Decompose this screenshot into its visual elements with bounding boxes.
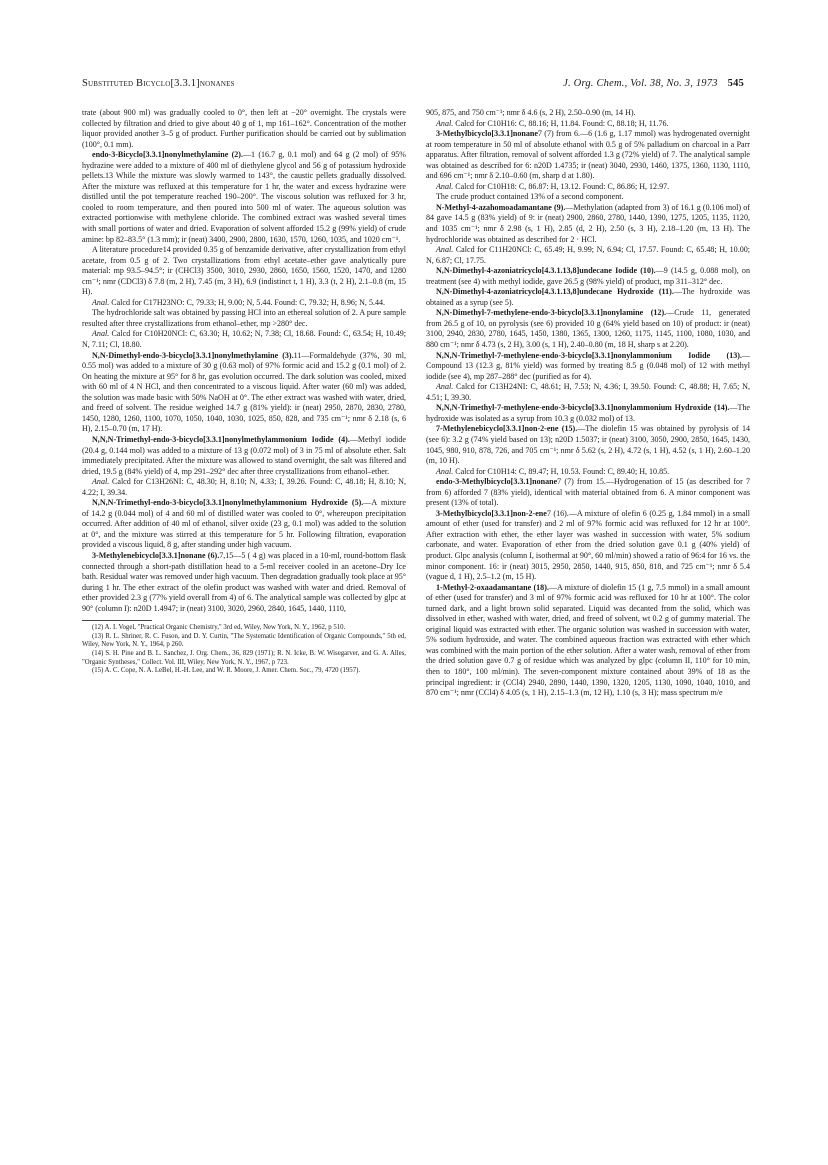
analysis-label: Anal. bbox=[436, 382, 454, 392]
paragraph bbox=[426, 509, 750, 583]
paragraph bbox=[82, 308, 406, 329]
paragraph-text: Calcd for C13H26NI: C, 48.30; H, 8.10; N, 4.33; I, 39.26. Found: C, 48.18; H, 8.10; N, 4.22; I, 39.34. bbox=[82, 477, 406, 497]
paragraph-text: A literature procedure14 provided 0.35 g of benzamide derivative, after crystallization from ethyl acetate, from 0.5 g of 2. Two crystallizations from ethyl acetate–ether gave analytically pure material: mp 93.5–94.5°; ir (CHCl3) 3500, 3010, 2930, 2860, 1650, 1560, 1520, 1470, and 1280 cm⁻¹; nmr (CDCl3) δ 7.8 (m, 2 H), 7.45 (m, 3 H), 6.9 (indistinct t, 1 H), 3.3 (t, 2 H), 2.1–0.8 (m, 15 H). bbox=[82, 245, 406, 297]
paragraph-heading: 3-Methylenebicyclo[3.3.1]nonane (6). bbox=[92, 550, 220, 560]
footnote: (13) R. L. Shriner, R. C. Fuson, and D. Y. Curtin, "The Systematic Identification of Organic Compounds," 5th ed, Wiley, New York, N. Y., 1964, p 260. bbox=[82, 632, 406, 649]
paragraph-heading: N,N,N-Trimethyl-7-methylene-endo-3-bicyclo[3.3.1]nonylammonium Hydroxide (14). bbox=[436, 403, 730, 413]
paragraph bbox=[426, 424, 750, 466]
paragraph bbox=[426, 182, 750, 193]
paragraph-text: Calcd for C10H20NCl: C, 63.30; H, 10.62; N, 7.38; Cl, 18.68. Found: C, 63.54; H, 10.49; N, 7.11; Cl, 18.80. bbox=[82, 329, 406, 350]
paragraph-heading: N,N,N-Trimethyl-endo-3-bicyclo[3.3.1]nonylmethylammonium Hydroxide (5). bbox=[92, 498, 364, 508]
paragraph bbox=[426, 192, 750, 203]
paragraph-text: —1 (16.7 g, 0.1 mol) and 64 g (2 mol) of 95% hydrazine were added to a mixture of 400 ml of diethylene glycol and 56 g of potassium hydroxide pellets.13 While the mixture was slowly warmed to 143°, the caustic pellets gradually dissolved. After the mixture was refluxed at this temperature for 1 hr, the water and excess hydrazine were distilled until the pot temperature reached 190–200°. The viscous solution was refluxed for 3 hr, cooled to room temperature, and then poured into 500 ml of water. The aqueous solution was extracted portionwise with methylene chloride. The combined extract was washed several times with small portions of water and dried. Evaporation of solvent afforded 15.2 g (99% yield) of crude amine: bp 82–83.5° (1.3 mm); ir (neat) 3400, 2900, 2800, 1630, 1570, 1260, 1035, and 1020 cm⁻¹. bbox=[82, 150, 407, 244]
paragraph bbox=[82, 298, 406, 309]
paragraph-text: 905, 875, and 750 cm⁻¹; nmr δ 4.6 (s, 2 H), 2.50–0.90 (m, 14 H). bbox=[426, 108, 636, 117]
paragraph bbox=[426, 477, 750, 509]
paragraph-text: 11—Formaldehyde (37%, 30 ml, 0.55 mol) was added to a mixture of 30 g (0.63 mol) of 97% formic acid and 15.2 g (0.1 mol) of 2. On heating the mixture at 95° for 8 hr, gas evolution occurred. The dark solution was cooled, mixed with 60 ml of 4 N HCl, and then concentrated to a viscous liquid. After water (60 ml) was added, the solution was made basic with 50% NaOH at 0°. The ether extract was washed with water, dried, and freed of solvent. The residue weighed 14.7 g (81% yield): ir (neat) 2950, 2870, 2830, 2780, 1450, 1280, 1260, 1100, 1070, 1050, 1040, 1030, 1025, 850, 828, and 735 cm⁻¹; nmr δ 2.18 (s, 6 H), 2.15–0.70 (m, 17 H). bbox=[82, 350, 406, 434]
paragraph bbox=[82, 245, 406, 298]
analysis-label: Anal. bbox=[436, 118, 454, 128]
paragraph-text: Calcd for C10H14: C, 89.47; H, 10.53. Found: C, 89.40; H, 10.85. bbox=[453, 466, 670, 476]
footnote: (12) A. I. Vogel, "Practical Organic Chemistry," 3rd ed, Wiley, New York, N. Y., 1962, p 510. bbox=[92, 624, 346, 632]
analysis-label: Anal. bbox=[436, 181, 454, 191]
paragraph-text: Calcd for C17H23NO: C, 79.33; H, 9.00; N, 5.44. Found: C, 79.32; H, 8.96; N, 5.44. bbox=[109, 297, 386, 307]
paragraph-text: —Methyl iodide (20.4 g, 0.144 mol) was added to a mixture of 13 g (0.072 mol) of 3 in 75 ml of absolute ether. Salt immediately precipitated. After the mixture was allowed to stand overnight, the salt was filtered and dried, 19.5 g (84% yield) of 4, mp 291–292° dec after three crystallizations from ethanol–ether. bbox=[82, 434, 406, 476]
paragraph-text: Calcd for C11H20NCl: C, 65.49; H, 9.99; N, 6.94; Cl, 17.57. Found: C, 65.48; H, 10.00; N, 6.87; Cl, 17.75. bbox=[426, 245, 750, 265]
paragraph bbox=[82, 498, 406, 551]
analysis-label: Anal. bbox=[436, 245, 454, 255]
paragraph bbox=[82, 351, 406, 435]
page-header bbox=[82, 78, 744, 94]
journal-citation bbox=[563, 78, 744, 89]
paragraph bbox=[426, 382, 750, 403]
paragraph bbox=[426, 583, 750, 699]
paragraph bbox=[426, 403, 750, 424]
paragraph bbox=[426, 287, 750, 308]
paragraph-heading: 3-Methylbicyclo[3.3.1]non-2-ene bbox=[436, 508, 547, 518]
paragraph-heading: N,N,N-Trimethyl-7-methylene-endo-3-bicyclo[3.3.1]nonylammonium Iodide (13). bbox=[436, 350, 742, 360]
paragraph bbox=[426, 245, 750, 266]
paragraph-text: 7 (7) from 6.—6 (1.6 g, 1.17 mmol) was hydrogenated overnight at room temperature in 50 ml of absolute ethanol with 0.5 g of 5% palladium on charcoal in a Parr apparatus. After filtration, removal of solvent afforded 1.3 g (72% yield) of 7. The analytical sample was obtained as described for 6: n20D 1.4735; ir (neat) 3040, 2930, 1460, 1375, 1360, 1130, 1110, and 696 cm⁻¹; nmr δ 2.10–0.60 (m, sharp d at 1.80). bbox=[426, 129, 750, 181]
paragraph bbox=[82, 329, 406, 350]
paragraph bbox=[426, 266, 750, 287]
paragraph bbox=[426, 351, 750, 383]
paragraph-heading: 1-Methyl-2-oxaadamantane (18). bbox=[436, 582, 549, 592]
paragraph-text: Calcd for C13H24NI: C, 48.61; H, 7.53; N, 4.36; I, 39.50. Found: C, 48.88; H, 7.65; N, 4.51; I, 39.30. bbox=[426, 382, 750, 402]
paragraph-text: The crude product contained 13% of a second component. bbox=[436, 192, 624, 202]
analysis-label: Anal. bbox=[92, 477, 110, 487]
paragraph-heading: 3-Methylbicyclo[3.3.1]nonane bbox=[436, 129, 538, 139]
analysis-label: Anal. bbox=[92, 297, 110, 307]
paragraph bbox=[426, 129, 750, 182]
paragraph-text: 7 (16).—A mixture of olefin 6 (0.25 g, 1.84 mmol) in a small amount of ether (used for transfer) and 2 ml of 97% formic acid was refluxed for 12 hr at 100°. After extraction with ether, the ether layer was washed in succession with water, 5% sodium carbonate, and water. Evaporation of ether from the dried solution gave 0.1 g (40% yield) of product. Glpc analysis (column I, isothermal at 90°, 60 ml/min) showed a ratio of 96:4 for 16 vs. the minor component. 16: ir (neat) 3015, 2950, 2850, 1440, 915, 850, 818, and 725 cm⁻¹; nmr δ 5.4 (vague d, 1 H), 2.5–1.2 (m, 15 H). bbox=[426, 508, 750, 582]
paragraph-heading: endo-3-Bicyclo[3.3.1]nonylmethylamine (2). bbox=[92, 150, 243, 160]
paragraph-heading: endo-3-Methylbicyclo[3.3.1]nonane bbox=[436, 477, 558, 487]
paragraph bbox=[426, 203, 750, 245]
paragraph bbox=[82, 477, 406, 498]
paragraph bbox=[82, 108, 406, 150]
paragraph bbox=[82, 551, 406, 614]
left-column bbox=[82, 108, 406, 676]
paragraph-text: Calcd for C10H18: C, 86.87: H, 13.12. Found: C, 86.86; H, 12.97. bbox=[453, 181, 670, 191]
analysis-label: Anal. bbox=[436, 466, 454, 476]
paragraph bbox=[426, 467, 750, 478]
paragraph-heading: N,N-Dimethyl-4-azoniatricyclo[4.3.1.13,8]undecane Iodide (10). bbox=[436, 266, 656, 276]
paragraph-text: —9 (14.5 g, 0.088 mol), on treatment (see 4) with methyl iodide, gave 26.5 g (98% yield) of product, mp 311–312° dec. bbox=[426, 266, 750, 286]
paragraph-text: trate (about 900 ml) was gradually cooled to 0°, then left at −20° overnight. The crystals were collected by filtration and dried to give about 40 g of 1, mp 161–162°. Concentration of the mother liquor provided another 3–5 g of product. Further purification should be carried out by sublimation (100°, 0.1 mm). bbox=[82, 108, 406, 149]
paragraph-text: —Methylation (adapted from 3) of 16.1 g (0.106 mol) of 84 gave 14.5 g (83% yield) of 9: ir (neat) 2900, 2860, 2780, 1440, 1390, 1275, 1205, 1135, 1120, and 1035 cm⁻¹; nmr δ 2.98 (s, 1 H), 2.85 (d, 2 H), 2.50 (s, 3 H), 2.18–1.20 (m, 13 H). The hydrochloride was obtained as described for 2 · HCl. bbox=[426, 202, 750, 244]
footnotes bbox=[82, 624, 406, 676]
paragraph-text: —The diolefin 15 was obtained by pyrolysis of 14 (see 6): 3.2 g (74% yield based on 13); n20D 1.5037; ir (neat) 3100, 3050, 2900, 2850, 1645, 1430, 1045, 980, 910, 878, 726, and 705 cm⁻¹; nmr δ 5.62 (s, 2 H), 4.72 (s, 1 H), 4.52 (s, 1 H), 2.60–1.20 (m, 10 H). bbox=[426, 424, 750, 466]
footnote-rule bbox=[82, 620, 152, 621]
footnote: (14) S. H. Pine and B. L. Sanchez, J. Org. Chem., 36, 829 (1971); R. N. Icke, B. W. Wisegarver, and G. A. Alles, "Organic Syntheses," Collect. Vol. III, Wiley, New York, N. Y., 1967, p 723. bbox=[82, 650, 406, 666]
paragraph-text: —Crude 11, generated from 26.5 g of 10, on pyrolysis (see 6) provided 10 g (64% yield based on 10) of product: ir (neat) 3100, 2940, 2830, 2780, 1645, 1450, 1380, 1365, 1300, 1260, 1175, 1145, 1100, 1080, 1030, and 880 cm⁻¹; nmr δ 4.73 (s, 2 H), 3.00 (s, 1 H), 2.40–0.80 (m, 18 H, sharp s at 2.20). bbox=[426, 308, 750, 350]
paragraph-text: —A mixture of 14.2 g (0.044 mol) of 4 and 60 ml of distilled water was cooled to 0°, whereupon precipitation occurred. After addition of 40 ml of ethanol, silver oxide (23 g, 0.1 mol) was added to the solution at 0°, and the mixture was stirred at this temperature for 5 hr. Following filtration, evaporation provided a viscous liquid, 8 g, after standing under high vacuum. bbox=[82, 498, 406, 550]
right-column bbox=[426, 108, 750, 699]
paragraph-text: 7,15—5 ( 4 g) was placed in a 10-ml, round-bottom flask connected through a short-path distillation head to a 5-ml receiver cooled in an acetone–Dry Ice bath. Residual water was removed under high vacuum. Then degradation gradually took place at 95° during 1 hr. The ether extract of the olefin product was washed with water and dried. Removal of ether provided 2.3 g (77% yield overall from 4) of 6. The analytical sample was collected by glpc at 90° (column I): n20D 1.4947; ir (neat) 3100, 3020, 2960, 2840, 1645, 1440, 1110, bbox=[82, 550, 406, 613]
paragraph-text: The hydrochloride salt was obtained by passing HCl into an ethereal solution of 2. A pure sample resulted after three crystallizations from ethanol–ether, mp >280° dec. bbox=[82, 308, 406, 328]
paragraph bbox=[426, 119, 750, 130]
footnote: (15) A. C. Cope, N. A. LeBel, H.-H. Lee, and W. R. Moore, J. Amer. Chem. Soc., 79, 4720 (1957). bbox=[92, 667, 361, 675]
paragraph-text: —Compound 13 (12.3 g, 81% yield) was formed by treating 8.5 g (0.048 mol) of 12 with methyl iodide (see 4), mp 287–288° dec (purified as for 4). bbox=[426, 350, 750, 381]
running-title: Substituted Bicyclo[3.3.1]nonanes bbox=[82, 78, 235, 89]
paragraph-heading: N,N-Dimethyl-endo-3-bicyclo[3.3.1]nonylmethylamine (3). bbox=[92, 350, 294, 360]
paragraph-text: 7 (7) from 15.—Hydrogenation of 15 (as described for 7 from 6) afforded 7 (83% yield), identical with material obtained from 6. A minor component was present (13% of total). bbox=[426, 477, 750, 508]
paragraph bbox=[82, 435, 406, 477]
paragraph-text: —A mixture of diolefin 15 (1 g, 7.5 mmol) in a small amount of ether (used for transfer) and 3 ml of 97% formic acid was refluxed for 10 hr at 100°. The color turned dark, and a light brown solid separated. Liquid was decanted from the solid, which was dissolved in ether, washed with water, dried, and freed of solvent, wt 0.2 g of gummy material. The original liquid was extracted with ether. The organic solution was washed in succession with water, 5% sodium hydroxide, and water. The combined aqueous fraction was extracted with ether which was combined with the main portion of the ether solution. After a water wash, removal of ether from the dried solution gave 0.7 g of residue which was analyzed by glpc (column II, 110° for 10 min, then to 180°, 100 ml/min). The seven-component mixture contained about 39% of 18 as the principal ingredient: ir (CCl4) 2940, 2890, 1440, 1390, 1320, 1205, 1130, 1090, 1040, 1010, and 870 cm⁻¹; nmr (CCl4) δ 4.05 (s, 1 H), 2.15–1.3 (m, 12 H), 1.10 (s, 3 H); mass spectrum m/e bbox=[426, 582, 750, 698]
paragraph-heading: N,N-Dimethyl-7-methylene-endo-3-bicyclo[3.3.1]nonylamine (12). bbox=[436, 308, 667, 318]
paragraph bbox=[426, 308, 750, 350]
journal-name: J. Org. Chem., Vol. 38, No. 3, 1973 bbox=[563, 78, 718, 89]
analysis-label: Anal. bbox=[92, 329, 110, 339]
paragraph-text: —The hydroxide was isolated as a syrup from 10.3 g (0.032 mol) of 13. bbox=[426, 403, 750, 423]
paragraph bbox=[82, 150, 406, 245]
paragraph-heading: N,N,N-Trimethyl-endo-3-bicyclo[3.3.1]nonylmethylammonium Iodide (4). bbox=[92, 434, 350, 444]
page-number: 545 bbox=[727, 78, 744, 89]
paragraph bbox=[426, 108, 750, 119]
paragraph-text: Calcd for C10H16: C, 88.16; H, 11.84. Found: C, 88.18; H, 11.76. bbox=[453, 118, 669, 128]
paragraph-heading: 7-Methylenebicyclo[3.3.1]non-2-ene (15). bbox=[436, 424, 578, 434]
paragraph-heading: N-Methyl-4-azahomoadamantane (9). bbox=[436, 202, 566, 212]
paragraph-heading: N,N-Dimethyl-4-azoniatricyclo[4.3.1.13,8]undecane Hydroxide (11). bbox=[436, 287, 674, 297]
paragraph-text: —The hydroxide was obtained as a syrup (see 5). bbox=[426, 287, 750, 307]
